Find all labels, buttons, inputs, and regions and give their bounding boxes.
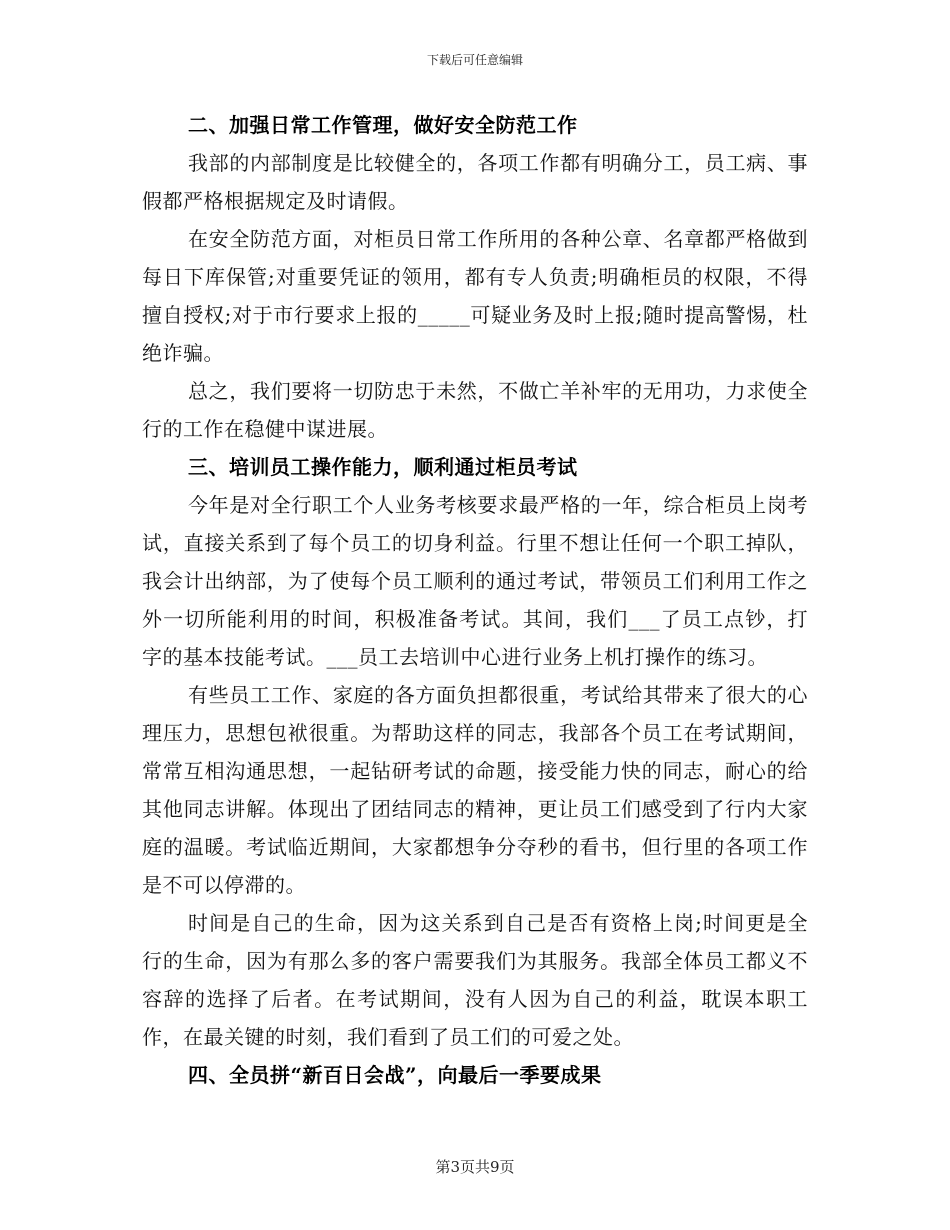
page-header-note: 下载后可任意编辑 (426, 53, 523, 67)
section-heading-4: 四、全员拼“新百日会战”，向最后一季要成果 (188, 1063, 602, 1087)
paragraph: 今年是对全行职工个人业务考核要求最严格的一年，综合柜员上岗考试，直接关系到了每个员工的切身利益。行里不想让任何一个职工掉队，我会计出纳部，为了使每个员工顺利的通过考试，带领员工们利用工作之外一切所能利用的时间，积极准备考试。其间，我们___了员工点钞，打字的基本技能考试。___员工去培训中心进行业务上机打操作的练习。 (142, 493, 808, 669)
paragraph: 总之，我们要将一切防忠于未然，不做亡羊补牢的无用功，力求使全行的工作在稳健中谋进展。 (142, 379, 808, 441)
page-number: 第3页共9页 (435, 1158, 515, 1176)
paragraph: 有些员工工作、家庭的各方面负担都很重，考试给其带来了很大的心理压力，思想包袱很重。为帮助这样的同志，我部各个员工在考试期间，常常互相沟通思想，一起钻研考试的命题，接受能力快的同志，耐心的给其他同志讲解。体现出了团结同志的精神，更让员工们感受到了行内大家庭的温暖。考试临近期间，大家都想争分夺秒的看书，但行里的各项工作是不可以停滞的。 (142, 683, 808, 897)
paragraph: 在安全防范方面，对柜员日常工作所用的各种公章、名章都严格做到每日下库保管;对重要凭证的领用，都有专人负责;明确柜员的权限，不得擅自授权;对于市行要求上报的_____可疑业务及时上报;随时提高警惕，杜绝诈骗。 (142, 227, 808, 365)
section-heading-3: 三、培训员工操作能力，顺利通过柜员考试 (188, 455, 578, 479)
section-heading-2: 二、加强日常工作管理，做好安全防范工作 (188, 113, 578, 137)
document-body (142, 106, 808, 1094)
paragraph: 我部的内部制度是比较健全的，各项工作都有明确分工，员工病、事假都严格根据规定及时请假。 (142, 151, 808, 213)
paragraph: 时间是自己的生命，因为这关系到自己是否有资格上岗;时间更是全行的生命，因为有那么多的客户需要我们为其服务。我部全体员工都义不容辞的选择了后者。在考试期间，没有人因为自己的利益，耽误本职工作，在最关键的时刻，我们看到了员工们的可爱之处。 (142, 911, 808, 1049)
